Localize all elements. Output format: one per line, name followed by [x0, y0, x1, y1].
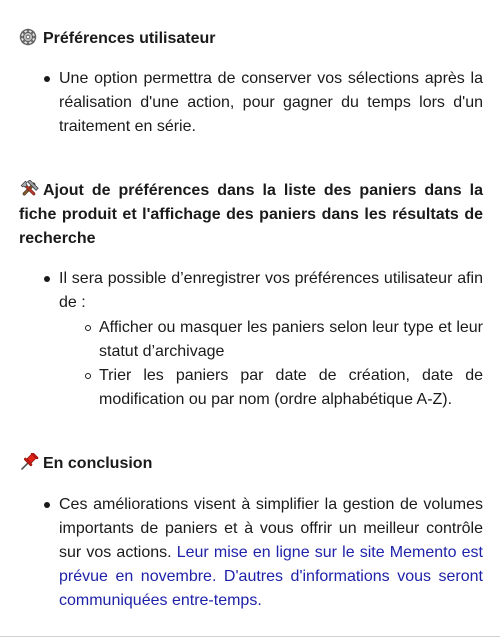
release-date-note: Leur mise en ligne sur le site Memento est prévue en novembre. D'autres d'informations vous seront communiquées entre-temps.: [59, 544, 484, 609]
sub-bullet-circle: [85, 373, 91, 379]
sub-list-item-text: Trier les paniers par date de création, date de modification ou par nom (ordre alphabétique A-Z).: [99, 367, 483, 408]
pushpin-icon: [19, 453, 39, 471]
sub-bullet-list: [99, 316, 483, 412]
bullet-dot: [44, 502, 50, 508]
list-item-text: Une option permettra de conserver vos sélections après la réalisation d'une action, pour gagner du temps lors d'un traitement en série.: [59, 70, 483, 135]
bullet-list: [59, 493, 483, 613]
bullet-dot: [44, 276, 50, 282]
list-item: [59, 493, 483, 613]
section-heading-conclusion: [19, 452, 483, 476]
list-item-text: Ces améliorations visent à simplifier la gestion de volumes importants de paniers et à vous offrir un meilleur contrôle sur vos actions.: [59, 496, 483, 561]
bullet-list: [59, 267, 483, 315]
gear-icon: [19, 28, 39, 46]
bullet-dot: [44, 76, 50, 82]
section-title: Ajout de préférences dans la liste des paniers dans la fiche produit et l'affichage des paniers dans les résultats de recherche: [19, 182, 483, 247]
bullet-list: [59, 67, 483, 139]
list-item: [59, 67, 483, 139]
sub-list-item: [99, 364, 483, 412]
sub-list-item: [99, 316, 483, 364]
section-title: En conclusion: [43, 455, 153, 472]
section-heading-preferences: [19, 27, 483, 51]
list-item-text: Il sera possible d’enregistrer vos préférences utilisateur afin de :: [59, 270, 483, 311]
section-title: Préférences utilisateur: [43, 30, 216, 47]
sub-list-item-text: Afficher ou masquer les paniers selon leur type et leur statut d’archivage: [99, 319, 483, 360]
tools-icon: [19, 180, 39, 198]
section-heading-baskets: [19, 179, 483, 251]
sub-bullet-circle: [85, 325, 91, 331]
list-item: [59, 267, 483, 315]
